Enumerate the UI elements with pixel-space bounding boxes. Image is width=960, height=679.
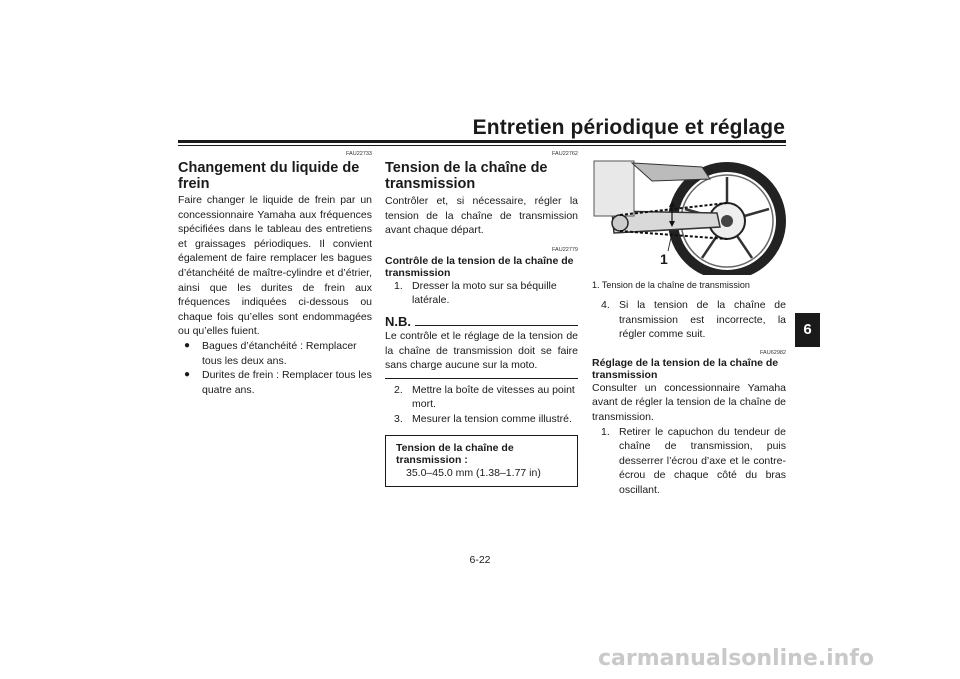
section-code: FAU22762 — [552, 151, 578, 157]
step-number: 1. — [601, 425, 610, 438]
section-code: FAU62982 — [760, 349, 786, 356]
nb-rule — [415, 325, 578, 326]
step-item — [394, 383, 578, 412]
step-item — [394, 279, 578, 308]
section-code: FAU22733 — [346, 151, 372, 157]
step-number: 4. — [601, 299, 610, 311]
step-number: 2. — [394, 383, 403, 396]
nb-title: N.B. — [385, 313, 411, 329]
step-item — [601, 298, 786, 342]
subsection-title-check: Contrôle de la tension de la chaîne de transmission — [385, 254, 574, 279]
bullet-text: Bagues d’étanchéité : Remplacer tous les deux ans. — [202, 339, 357, 367]
step-item — [601, 425, 786, 498]
header-rule — [178, 140, 786, 143]
step-text: Retirer le capuchon du tendeur de chaîne de transmission, puis desserrer l’écrou d’axe et le contre-écrou de chaque côté du bras oscillant. — [619, 425, 786, 496]
page-number: 6-22 — [469, 554, 491, 566]
middle-column — [385, 151, 578, 487]
right-column — [592, 280, 786, 498]
motorcycle-chain-illustration — [592, 151, 786, 275]
subsection-title-adjust: Réglage de la tension de la chaîne de transmission — [592, 356, 779, 381]
bullet-text: Durites de frein : Remplacer tous les quatre ans. — [202, 369, 372, 396]
chapter-tab: 6 — [795, 313, 820, 347]
step-text: Mettre la boîte de vitesses au point mort. — [412, 383, 575, 411]
watermark-text: carmanualsonline.info — [598, 646, 874, 671]
step-text: Si la tension de la chaîne de transmission est incorrecte, la régler comme suit. — [619, 299, 786, 341]
brake-fluid-paragraph: Faire changer le liquide de frein par un concessionnaire Yamaha aux fréquences spécifiées dans le tableau des entretiens et graissages périodiques. Il convient également de faire remplacer les bagues d’étanchéité de maître-cylindre et d’étrier, ainsi que les durites de frein aux fréquences indiquées ci-dessous ou chaque fois qu’elles sont endommagées ou qu’elles fuient. — [178, 194, 372, 338]
section-title-brake-fluid: Changement du liquide de frein — [178, 160, 360, 192]
chain-intro-paragraph: Contrôler et, si nécessaire, régler la tension de la chaîne de transmission avant chaque départ. — [385, 195, 578, 237]
nb-header — [385, 314, 578, 329]
spec-value: 35.0–45.0 mm (1.38–1.77 in) — [406, 466, 541, 479]
step-item — [394, 412, 578, 427]
figure-caption: 1. Tension de la chaîne de transmission — [592, 280, 750, 290]
section-title-chain-tension: Tension de la chaîne de transmission — [385, 160, 548, 192]
step-text: Mesurer la tension comme illustré. — [412, 412, 572, 425]
bullet-item — [184, 368, 372, 397]
step-number: 3. — [394, 412, 403, 425]
nb-end-rule — [385, 378, 578, 379]
header-rule-thin — [178, 145, 786, 146]
adjust-paragraph: Consulter un concessionnaire Yamaha avant de régler la tension de la chaîne de transmission. — [592, 381, 786, 423]
section-code: FAU22779 — [552, 246, 578, 253]
bullet-item — [184, 339, 372, 368]
page-header-title: Entretien périodique et réglage — [472, 116, 785, 139]
chain-figure — [592, 151, 786, 275]
bullet-icon: ● — [184, 369, 191, 381]
nb-text: Le contrôle et le réglage de la tension de la chaîne de transmission doit se faire sans charge aucune sur la moto. — [385, 329, 578, 372]
bullet-icon: ● — [184, 339, 191, 351]
left-column — [178, 151, 372, 397]
spec-box — [385, 435, 578, 487]
figure-callout-number: 1 — [660, 251, 668, 267]
step-text: Dresser la moto sur sa béquille latérale. — [412, 279, 557, 307]
step-number: 1. — [394, 279, 403, 292]
spec-label: Tension de la chaîne de transmission : — [396, 441, 514, 466]
